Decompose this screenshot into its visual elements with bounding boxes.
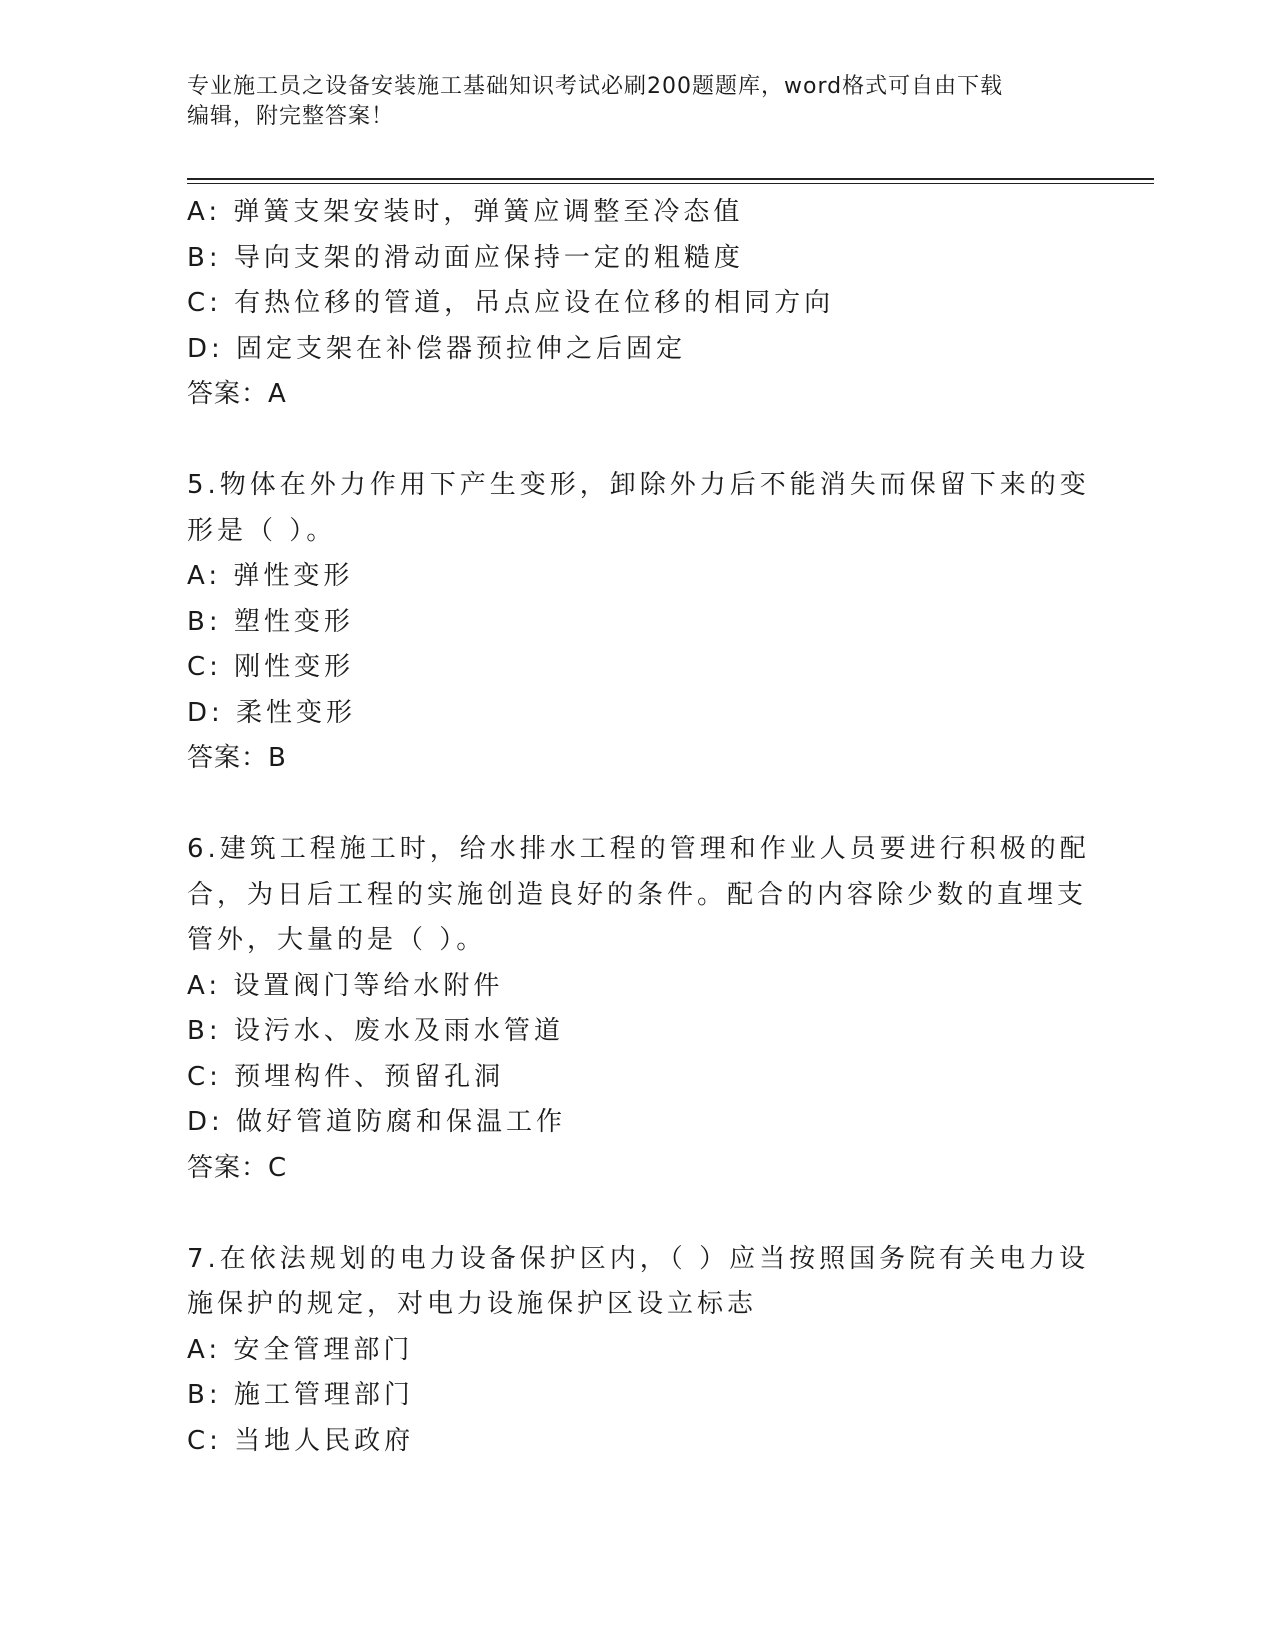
spacer	[187, 1191, 1087, 1237]
document-header	[187, 72, 1067, 132]
q6-option-d: D: 做好管道防腐和保温工作	[187, 1107, 567, 1137]
question-7-block	[187, 1237, 1090, 1465]
q6-option-a: A: 设置阀门等给水附件	[187, 970, 504, 1001]
q5-option-b: B: 塑性变形	[187, 606, 354, 637]
q4-option-d: D: 固定支架在补偿器预拉伸之后固定	[187, 333, 687, 364]
spacer	[187, 418, 1087, 464]
q5-answer: 答案：B	[187, 743, 287, 773]
q4-option-a: A: 弹簧支架安装时，弹簧应调整至冷态值	[187, 197, 744, 227]
q6-answer: 答案：C	[187, 1152, 288, 1183]
question-5-block	[187, 463, 1090, 782]
question-4-block	[187, 190, 1087, 418]
question-list	[187, 190, 1090, 1464]
q7-option-a: A: 安全管理部门	[187, 1334, 414, 1365]
q6-option-c: C: 预埋构件、预留孔洞	[187, 1061, 505, 1092]
header-title-line1: 专业施工员之设备安装施工基础知识考试必刷200题题库，word格式可自由下载	[187, 74, 1004, 99]
q7-option-b: B: 施工管理部门	[187, 1380, 414, 1410]
header-title-line2: 编辑，附完整答案！	[187, 104, 395, 129]
q5-option-a: A: 弹性变形	[187, 561, 354, 591]
q6-stem-line3: 管外，大量的是（ ）。	[187, 925, 487, 955]
q5-stem-line1: 5.物体在外力作用下产生变形，卸除外力后不能消失而保留下来的变	[187, 470, 1090, 500]
q6-stem-line1: 6.建筑工程施工时，给水排水工程的管理和作业人员要进行积极的配	[187, 834, 1090, 864]
spacer	[187, 782, 1087, 828]
q6-stem-line2: 合，为日后工程的实施创造良好的条件。配合的内容除少数的直埋支	[187, 879, 1088, 910]
header-divider-thin	[187, 183, 1154, 184]
q5-option-d: D: 柔性变形	[187, 697, 357, 728]
q5-option-c: C: 刚性变形	[187, 652, 355, 682]
q4-option-b: B: 导向支架的滑动面应保持一定的粗糙度	[187, 242, 744, 273]
q4-answer: 答案：A	[187, 379, 287, 409]
header-divider-thick	[187, 178, 1154, 180]
q7-option-c: C: 当地人民政府	[187, 1425, 415, 1456]
q7-stem-line1: 7.在依法规划的电力设备保护区内，（ ）应当按照国务院有关电力设	[187, 1243, 1090, 1274]
question-6-block	[187, 827, 1090, 1191]
q7-stem-line2: 施保护的规定，对电力设施保护区设立标志	[187, 1289, 758, 1319]
q4-option-c: C: 有热位移的管道，吊点应设在位移的相同方向	[187, 288, 835, 318]
q5-stem-line2: 形是（ ）。	[187, 515, 337, 546]
q6-option-b: B: 设污水、废水及雨水管道	[187, 1016, 564, 1046]
